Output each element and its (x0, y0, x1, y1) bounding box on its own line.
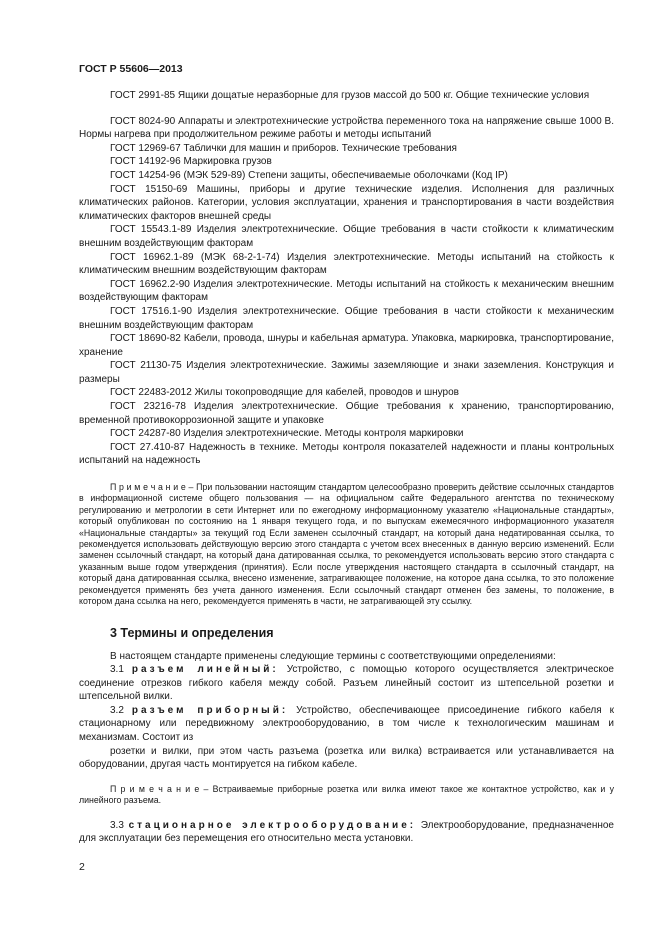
page-body (79, 89, 614, 846)
term-note (79, 784, 614, 807)
section-intro: В настоящем стандарте применены следующие термины с соответствующими определениями: (110, 650, 556, 662)
term-name: разъем линейный: (131, 664, 279, 676)
reference-item: ГОСТ 12969-67 Таблички для машин и приборов. Технические требования (110, 142, 457, 154)
reference-item: ГОСТ 14254-96 (МЭК 529-89) Степени защиты, обеспечиваемые оболочками (Код IP) (110, 169, 508, 181)
term-name: разъем приборный: (131, 704, 289, 716)
reference-item: ГОСТ 16962.2-90 Изделия электротехнические. Методы испытаний на стойкость к механическим внешним воздействующим факторам (79, 278, 614, 304)
reference-item: ГОСТ 8024-90 Аппараты и электротехнические устройства переменного тока на напряжение свыше 1000 В. Нормы нагрева при продолжительном режиме работы и методы испытаний (79, 115, 614, 141)
reference-item: ГОСТ 14192-96 Маркировка грузов (110, 156, 272, 168)
note-label: П р и м е ч а н и е (110, 783, 200, 794)
term-number: 3.2 (110, 704, 124, 716)
term-3-3 (79, 819, 614, 846)
reference-item: ГОСТ 24287-80 Изделия электротехнические. Методы контроля маркировки (110, 428, 464, 440)
term-3-2-continued: розетки и вилки, при этом часть разъема (розетка или вилка) встраивается или устанавливается на оборудовании, другая часть монтируется на гибком кабеле. (79, 745, 614, 771)
reference-item: ГОСТ 2991-85 Ящики дощатые неразборные для грузов массой до 500 кг. Общие технические условия (110, 90, 590, 101)
term-definition: Устройство, с помощью которого осуществляется электрическое соединение отрезков гибкого кабеля между собой. Разъем линейный состоит из штепсельной розетки и штепсельной вилки. (79, 664, 614, 703)
term-3-2 (79, 704, 614, 745)
reference-item: ГОСТ 17516.1-90 Изделия электротехнические. Общие требования в части стойкости к механическим внешним воздействующим факторам (79, 305, 614, 331)
document-header: ГОСТ Р 55606—2013 (79, 63, 183, 75)
term-definition: Устройство, обеспечивающее присоединение гибкого кабеля к стационарному или передвижному электрооборудованию, в том числе к технологическим машинам и механизмам. Состоит из (79, 704, 615, 744)
reference-item: ГОСТ 22483-2012 Жилы токопроводящие для кабелей, проводов и шнуров (110, 387, 459, 399)
term-name: стационарное электрооборудование: (128, 819, 417, 831)
note-label: П р и м е ч а н и е (110, 482, 186, 493)
note-text: – При пользовании настоящим стандартом целесообразно проверить действие ссылочных стандартов в информационной системе общего пользования — на официальном сайте Федерального агентства по техническому регулированию и метрологии в сети Интернет или по ежегодному информационному указателю «Национальные стандарты», который опубликован по состоянию на 1 января текущего года, и по выпускам ежемесячного информационного указателя «Национальные стандарты» за текущий год Если заменен ссылочный стандарт, на который дана недатированная ссылка, то рекомендуется использовать действующую версию этого стандарта с учетом всех внесенных в данную версию изменений. Если заменен ссылочный стандарт, на который дана датированная ссылка, то рекомендуется использовать версию этого стандарта с указанным выше годом утверждения (принятия). Если после утверждения настоящего стандарта в ссылочный стандарт, на который дана датированная ссылка, внесено изменение, затрагивающее положение, на которое дана ссылка, то это положение рекомендуется применять без учета данного изменения. Если ссылочный стандарт отменен без замены, то положение, в котором дана ссылка на него, рекомендуется применять в части, не затрагивающей эту ссылку. (79, 482, 614, 607)
term-3-1 (79, 663, 614, 704)
reference-note (79, 482, 614, 607)
reference-item: ГОСТ 21130-75 Изделия электротехнические. Зажимы заземляющие и знаки заземления. Конструкция и размеры (79, 360, 614, 385)
reference-item: ГОСТ 27.410-87 Надежность в технике. Методы контроля показателей надежности и планы контрольных испытаний на надежность (79, 441, 614, 467)
section-title: 3 Термины и определения (110, 625, 274, 640)
reference-item: ГОСТ 16962.1-89 (МЭК 68-2-1-74) Изделия электротехнические. Методы испытаний на стойкость к климатическим внешним воздействующим факторам (79, 251, 614, 277)
term-definition: Электрооборудование, предназначенное для эксплуатации без перемещения его относительно места установки. (79, 819, 614, 845)
reference-item: ГОСТ 18690-82 Кабели, провода, шнуры и кабельная арматура. Упаковка, маркировка, транспортирование, хранение (79, 333, 614, 358)
reference-item: ГОСТ 23216-78 Изделия электротехнические. Общие требования к хранению, транспортированию, временной противокоррозионной защите и упаковке (79, 401, 614, 426)
term-number: 3.1 (110, 664, 124, 676)
note-text: – Встраиваемые приборные розетка или вилка имеют такое же контактное устройство, как и у линейного разъема. (79, 783, 614, 806)
reference-item: ГОСТ 15543.1-89 Изделия электротехнические. Общие требования в части стойкости к климатическим внешним воздействующим факторам (79, 224, 614, 249)
reference-item: ГОСТ 15150-69 Машины, приборы и другие технические изделия. Исполнения для различных климатических районов. Категории, условия эксплуатации, хранения и транспортирования в части воздействия климатических факторов внешней среды (79, 183, 614, 222)
page-number: 2 (79, 861, 85, 873)
term-number: 3.3 (110, 819, 124, 831)
